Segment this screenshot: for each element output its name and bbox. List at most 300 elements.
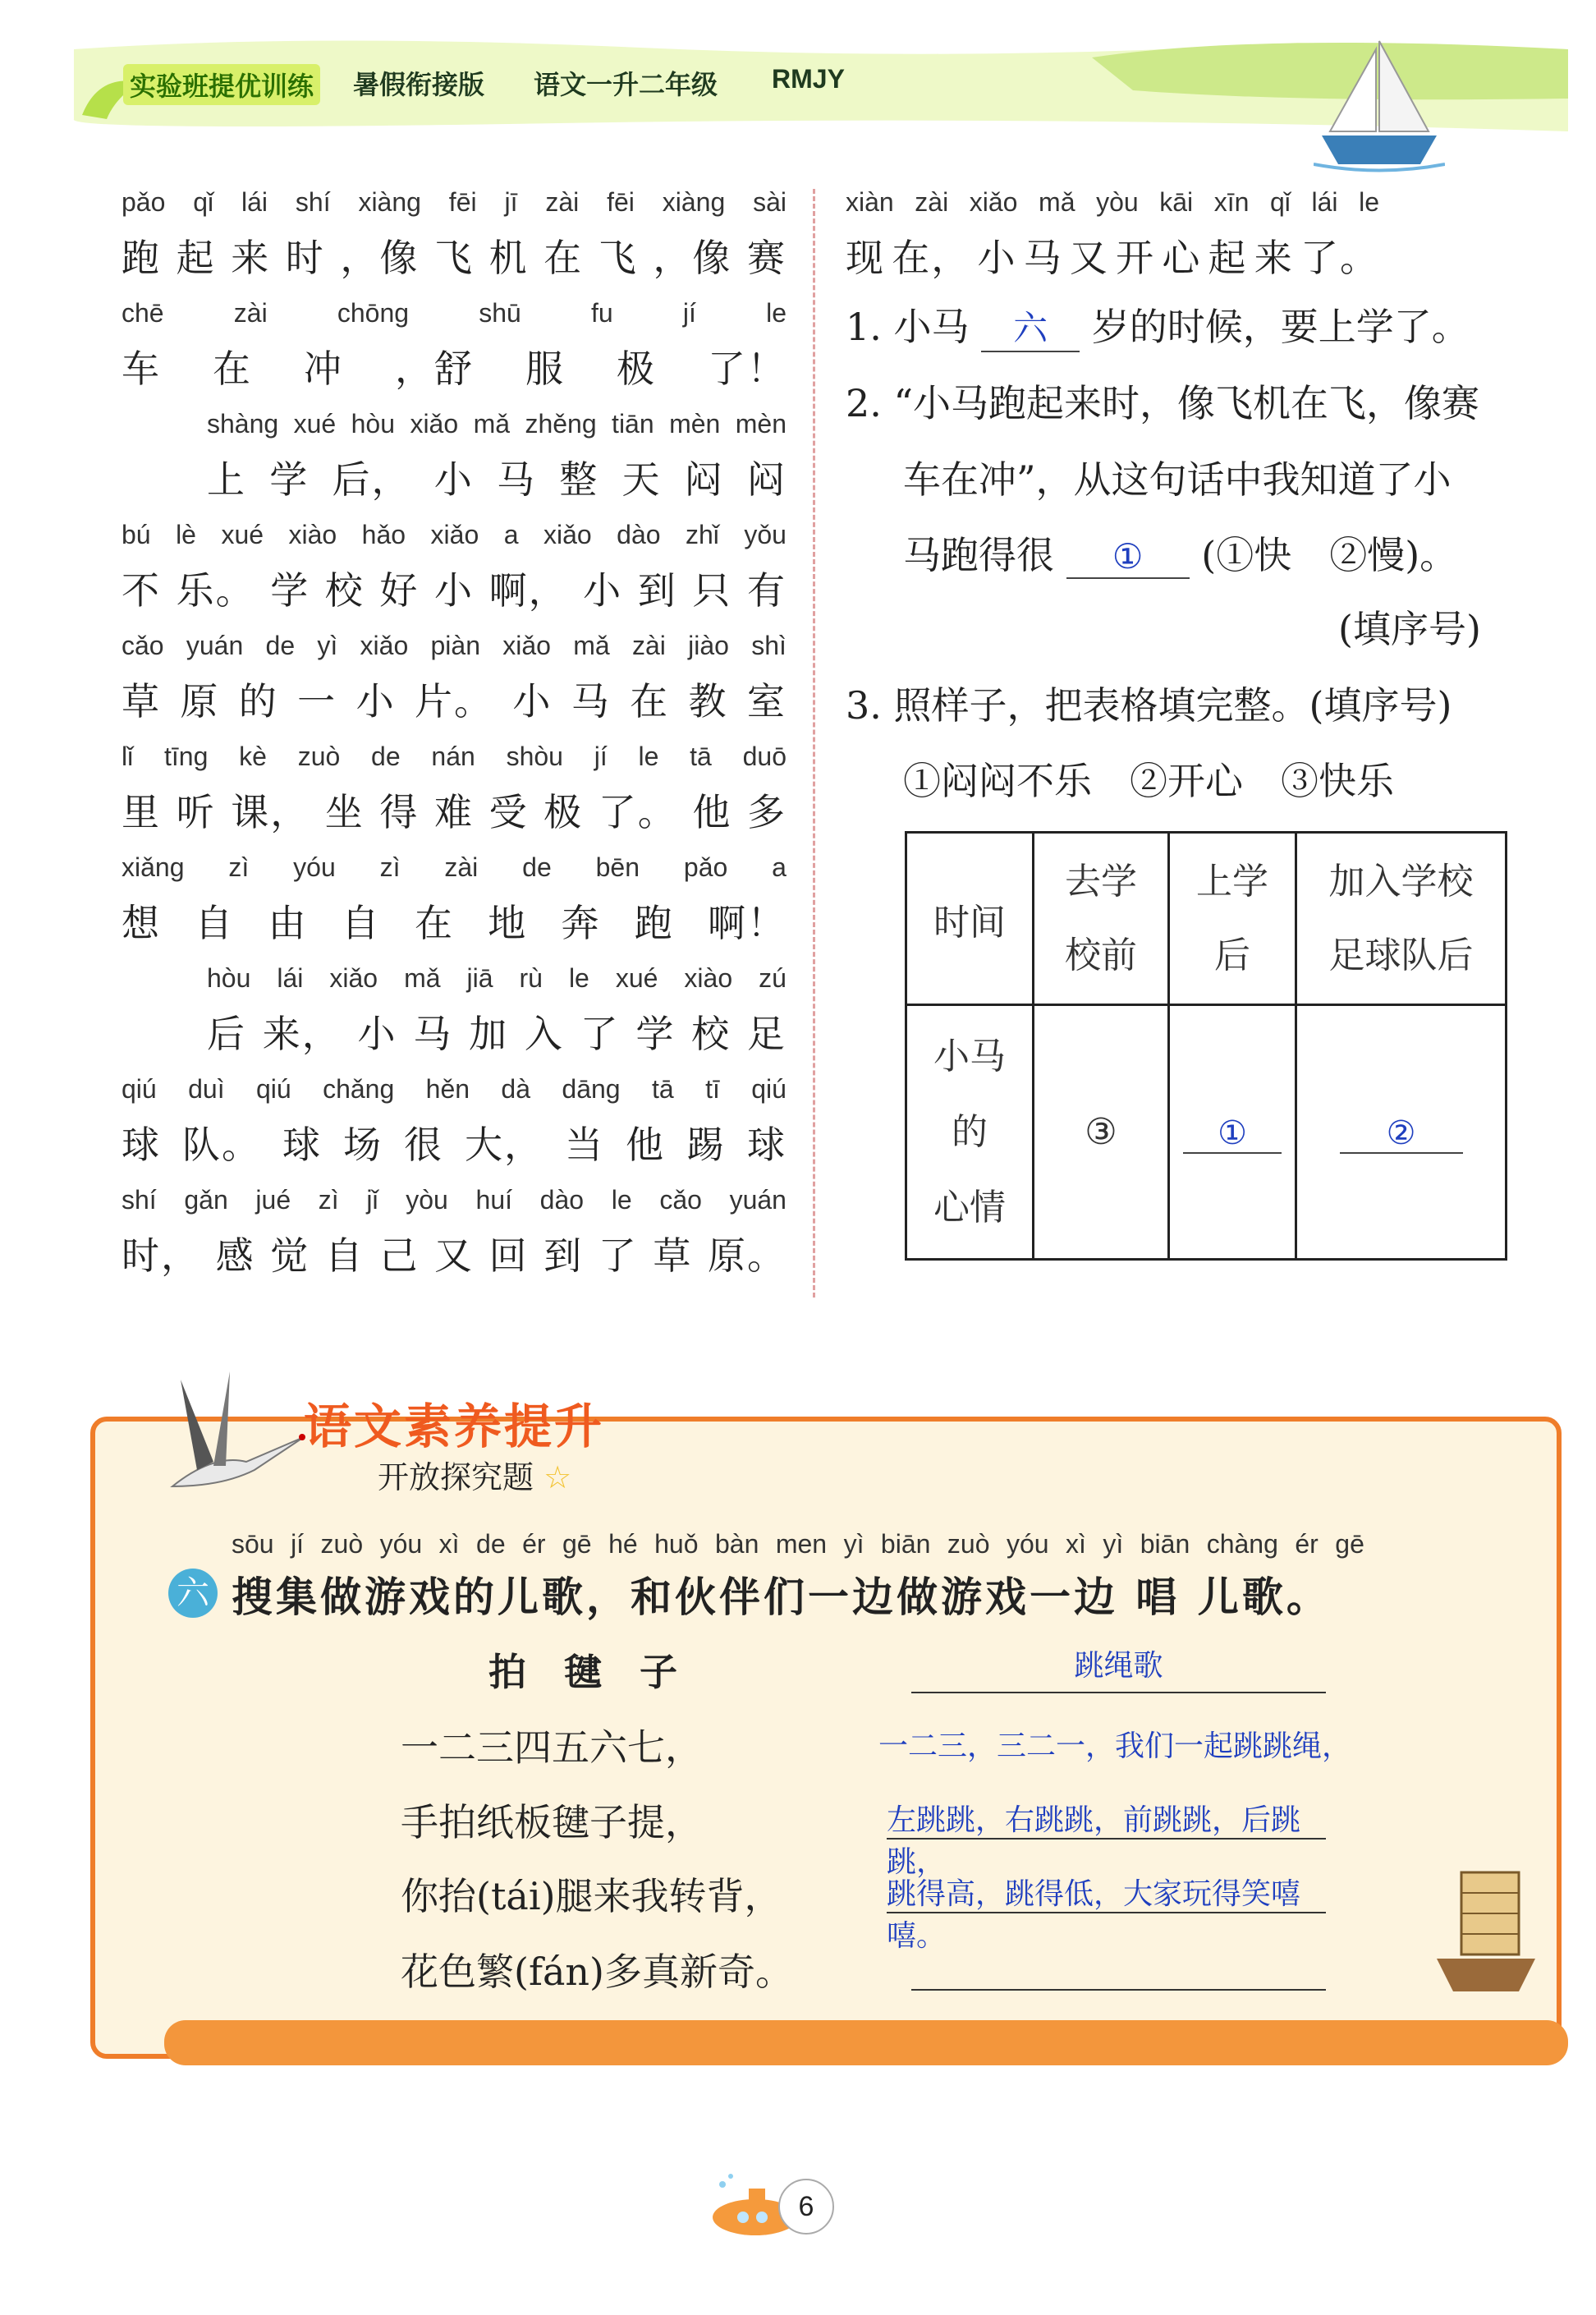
pinyin-syllable: zài <box>915 187 949 217</box>
hanzi-char: 马 <box>571 679 611 723</box>
hanzi-char: 了！ <box>708 347 787 391</box>
passage-line <box>207 409 787 502</box>
pinyin-syllable: jué <box>255 1185 291 1215</box>
pinyin-syllable: qiú <box>122 1074 157 1104</box>
pinyin-syllable: jiào <box>688 631 729 660</box>
hanzi-char: 到 <box>543 1233 584 1278</box>
hanzi-char: 有 <box>746 568 787 613</box>
pinyin-syllable: a <box>772 852 787 882</box>
hanzi-char: 飞 <box>598 236 638 280</box>
hanzi-char: 起 <box>176 236 216 280</box>
pinyin-syllable: xiǎo <box>430 520 479 549</box>
hanzi-char: 室 <box>746 679 787 723</box>
pinyin-syllable: xiàng <box>358 187 421 217</box>
pinyin-syllable: shì <box>751 631 787 660</box>
pinyin-syllable: kè <box>239 742 267 771</box>
hanzi-char: 上 <box>207 457 246 502</box>
junk-boat-icon <box>1429 1856 1543 2004</box>
pinyin-syllable: tā <box>651 1074 674 1104</box>
hanzi-char: 得 <box>379 790 420 834</box>
pinyin-syllable: hé <box>608 1529 638 1559</box>
hanzi-char: 队。 <box>182 1123 261 1167</box>
pinyin-syllable: xiǎo <box>543 520 592 549</box>
hanzi-char: 乐。 <box>176 568 255 613</box>
pinyin-syllable: xīn <box>1213 187 1250 217</box>
pinyin-syllable: le <box>1359 187 1379 217</box>
header-col-2: 上学 后 <box>1169 833 1296 1005</box>
pinyin-syllable: shàng <box>207 409 279 439</box>
hanzi-char: 后， <box>332 457 411 502</box>
page-number: 6 <box>778 2179 834 2235</box>
section-subtitle: 开放探究题 ☆ <box>378 1459 572 1495</box>
pinyin-syllable: mǎ <box>473 409 511 439</box>
hanzi-char: 跑 <box>122 236 161 280</box>
pinyin-syllable: dào <box>617 520 661 549</box>
hanzi-char: 来 <box>231 236 271 280</box>
pinyin-syllable: chǎng <box>323 1074 395 1104</box>
pinyin-syllable: le <box>638 742 659 771</box>
hanzi-char: 坐 <box>324 790 365 834</box>
hanzi-char: 跑 <box>634 901 674 945</box>
q3-number: 3. <box>846 683 882 728</box>
pinyin-row <box>122 520 787 553</box>
pinyin-syllable: qiú <box>751 1074 787 1104</box>
pinyin-syllable: xiǎo <box>410 409 459 439</box>
hanzi-char: 来 <box>1254 236 1294 280</box>
hanzi-char: 冲 <box>304 347 343 391</box>
pinyin-row <box>122 187 787 220</box>
hanzi-char: 了 <box>580 1012 620 1056</box>
pinyin-syllable: piàn <box>430 631 480 660</box>
hanzi-char: 机 <box>488 236 529 280</box>
row-label-cell: 小马 的 心情 <box>906 1005 1034 1260</box>
pinyin-syllable: yì <box>317 631 338 660</box>
hanzi-char: 了。 <box>598 790 677 834</box>
pinyin-syllable: hěn <box>425 1074 470 1104</box>
hanzi-char: 啊！ <box>708 901 787 945</box>
hanzi-char: 马 <box>497 457 536 502</box>
hanzi-char: 赛 <box>746 236 787 280</box>
hanzi-char: 在 <box>415 901 454 945</box>
hanzi-char: 受 <box>488 790 529 834</box>
q2-line-2: 车在冲”，从这句话中我知道了小 <box>903 457 1452 502</box>
hanzi-char: 时 <box>285 236 325 280</box>
hanzi-char: 觉 <box>270 1233 310 1278</box>
pinyin-syllable: huí <box>475 1185 512 1215</box>
song-line[interactable]: 左跳跳，右跳跳，前跳跳，后跳跳， <box>887 1797 1326 1840</box>
pinyin-syllable: zuò <box>297 742 341 771</box>
pinyin-syllable: fu <box>591 298 613 328</box>
hanzi-char: 好 <box>379 568 420 613</box>
pinyin-syllable: xì <box>1066 1529 1086 1559</box>
pinyin-syllable: lái <box>1311 187 1338 217</box>
pinyin-syllable: jí <box>291 1529 305 1559</box>
song-title-field[interactable]: 跳绳歌 <box>911 1642 1326 1693</box>
hanzi-char: ，像 <box>653 236 732 280</box>
star-icon: ☆ <box>543 1459 572 1495</box>
pinyin-syllable: le <box>568 963 589 993</box>
hanzi-char: 球 <box>747 1123 787 1167</box>
pinyin-syllable: hǎo <box>361 520 406 549</box>
hanzi-char: 感 <box>215 1233 255 1278</box>
hanzi-char: 难 <box>433 790 474 834</box>
hanzi-char: 小 <box>357 1012 397 1056</box>
hanzi-char: 到 <box>637 568 677 613</box>
pinyin-syllable: de <box>476 1529 506 1559</box>
hanzi-row <box>122 893 787 945</box>
pinyin-syllable: yì <box>1103 1529 1124 1559</box>
hanzi-char: ，像 <box>340 236 420 280</box>
pinyin-syllable: lè <box>176 520 196 549</box>
pinyin-syllable: yóu <box>379 1529 423 1559</box>
pinyin-syllable: zài <box>233 298 268 328</box>
hanzi-row <box>122 1226 787 1278</box>
hanzi-char: 时， <box>122 1233 200 1278</box>
hanzi-char: 课， <box>231 790 310 834</box>
header-label-cell: 时间 <box>906 833 1034 1005</box>
hanzi-char: 一 <box>297 679 337 723</box>
pinyin-syllable: jī <box>504 187 518 217</box>
poem-line: 你抬(tái)腿来我转背， <box>401 1874 782 1918</box>
header-col-1: 去学 校前 <box>1034 833 1169 1005</box>
pinyin-syllable: bēn <box>595 852 640 882</box>
hanzi-char: 自 <box>324 1233 365 1278</box>
pinyin-syllable: xiǎng <box>122 852 185 882</box>
pinyin-syllable: shí <box>295 187 331 217</box>
pinyin-syllable: men <box>775 1529 828 1559</box>
pinyin-syllable: zì <box>379 852 401 882</box>
hanzi-char: 啊， <box>488 568 568 613</box>
pinyin-syllable: dà <box>501 1074 531 1104</box>
pinyin-syllable: le <box>611 1185 632 1215</box>
pinyin-syllable: zài <box>444 852 479 882</box>
pinyin-syllable: qǐ <box>193 187 214 217</box>
pinyin-syllable: duō <box>742 742 787 771</box>
pinyin-syllable: kāi <box>1159 187 1194 217</box>
hanzi-char: 又 <box>433 1233 474 1278</box>
pinyin-syllable: jí <box>594 742 608 771</box>
mood-cell-3[interactable]: ② <box>1296 1005 1507 1260</box>
pinyin-syllable: qiú <box>255 1074 291 1104</box>
pinyin-syllable: yuán <box>186 631 244 660</box>
poem-line: 手拍纸板毽子提， <box>401 1800 703 1844</box>
passage-line <box>122 1074 787 1167</box>
pinyin-syllable: cǎo <box>122 631 164 660</box>
hanzi-char: 学 <box>269 457 310 502</box>
pinyin-syllable: gǎn <box>184 1185 228 1215</box>
pinyin-row <box>846 187 1379 220</box>
pinyin-syllable: xiàng <box>662 187 726 217</box>
hanzi-char: 他 <box>692 790 732 834</box>
hanzi-char: 草 <box>653 1233 693 1278</box>
hanzi-char: 服 <box>525 347 565 391</box>
pinyin-syllable: yì <box>843 1529 864 1559</box>
hanzi-char: 起 <box>1208 236 1248 280</box>
hanzi-row <box>846 228 1379 280</box>
q1-number: 1. <box>846 305 882 349</box>
hanzi-char: 小 <box>977 236 1017 280</box>
passage-line <box>122 298 787 391</box>
passage-line <box>207 963 787 1056</box>
pinyin-row <box>207 409 787 442</box>
mood-cell-2[interactable]: ① <box>1169 1005 1296 1260</box>
column-divider <box>813 189 815 1298</box>
pinyin-syllable: jǐ <box>366 1185 378 1215</box>
pinyin-syllable: fēi <box>607 187 635 217</box>
passage-line <box>122 1185 787 1278</box>
hanzi-char: 现 <box>846 236 885 280</box>
passage-line <box>122 742 787 834</box>
question-number-badge: 六 <box>168 1569 218 1618</box>
pinyin-syllable: lǐ <box>122 742 134 771</box>
hanzi-char: 教 <box>688 679 728 723</box>
section-title: 语文素养提升 <box>304 1399 605 1454</box>
pinyin-syllable: nán <box>431 742 475 771</box>
pinyin-syllable: xiàn <box>846 187 894 217</box>
pinyin-syllable: ér <box>1295 1529 1319 1559</box>
hanzi-char: 入 <box>524 1012 564 1056</box>
hanzi-char: 踢 <box>686 1123 726 1167</box>
q1-answer[interactable]: 六 <box>981 301 1080 352</box>
pinyin-syllable: shí <box>122 1185 157 1215</box>
hanzi-row <box>122 783 787 834</box>
hanzi-row <box>207 450 787 502</box>
poem-line: 一二三四五六七， <box>401 1725 703 1770</box>
hanzi-char: 片。 <box>414 679 493 723</box>
pinyin-syllable: de <box>371 742 401 771</box>
pinyin-row <box>122 298 787 331</box>
hanzi-row <box>122 228 787 280</box>
hanzi-char: 小 <box>433 568 474 613</box>
mood-cell-1[interactable]: ③ <box>1034 1005 1169 1260</box>
hanzi-char: 小 <box>355 679 396 723</box>
hanzi-char: 奔 <box>561 901 601 945</box>
hanzi-char: 想 <box>122 901 161 945</box>
pinyin-syllable: xué <box>293 409 337 439</box>
pinyin-syllable: shòu <box>506 742 563 771</box>
hanzi-char: 听 <box>176 790 216 834</box>
hanzi-char: 由 <box>268 901 308 945</box>
series-code: RMJY <box>772 64 845 94</box>
hanzi-char: 只 <box>692 568 732 613</box>
mood-table <box>905 831 1507 1261</box>
q2-note: (填序号) <box>1338 607 1481 651</box>
question-3 <box>846 676 1452 730</box>
header-col-3: 加入学校 足球队后 <box>1296 833 1507 1005</box>
hanzi-char: 自 <box>195 901 235 945</box>
pinyin-syllable: fēi <box>448 187 477 217</box>
hanzi-char: 在， <box>892 236 971 280</box>
task-text: 搜集做游戏的儿歌，和伙伴们一边做游戏一边 唱 儿歌。 <box>232 1573 1331 1621</box>
pinyin-syllable: bú <box>122 520 151 549</box>
pinyin-syllable: tīng <box>163 742 209 771</box>
hanzi-char: 己 <box>379 1233 420 1278</box>
pinyin-syllable: yóu <box>293 852 336 882</box>
pinyin-syllable: qǐ <box>1270 187 1291 217</box>
pinyin-syllable: zhěng <box>525 409 597 439</box>
hanzi-row <box>122 672 787 723</box>
pinyin-syllable: ér <box>522 1529 546 1559</box>
pinyin-syllable: bàn <box>714 1529 759 1559</box>
pinyin-syllable: sài <box>753 187 787 217</box>
hanzi-char: 了。 <box>1300 236 1379 280</box>
passage-line <box>122 520 787 613</box>
pinyin-syllable: mèn <box>735 409 787 439</box>
task-pinyin <box>232 1529 1364 1559</box>
hanzi-char: 小 <box>433 457 474 502</box>
hanzi-char: 天 <box>621 457 662 502</box>
question-2 <box>846 374 1479 428</box>
pinyin-syllable: tiān <box>612 409 654 439</box>
pinyin-syllable: pǎo <box>683 852 728 882</box>
hanzi-char: 马 <box>413 1012 453 1056</box>
hanzi-char: 大， <box>465 1123 543 1167</box>
hanzi-row <box>122 561 787 613</box>
question-1 <box>846 297 1470 352</box>
pinyin-syllable: le <box>766 298 787 328</box>
pinyin-syllable: xué <box>615 963 658 993</box>
hanzi-char: 原 <box>180 679 220 723</box>
pinyin-syllable: gē <box>1335 1529 1364 1559</box>
edition-label: 暑假衔接版 <box>353 69 485 100</box>
q2-answer[interactable]: ① <box>1066 536 1190 579</box>
pinyin-syllable: dào <box>539 1185 585 1215</box>
pinyin-syllable: de <box>522 852 552 882</box>
pinyin-syllable: zú <box>759 963 787 993</box>
hanzi-char: 学 <box>270 568 310 613</box>
pinyin-row <box>122 1074 787 1107</box>
hanzi-char: 整 <box>559 457 599 502</box>
pinyin-syllable: mǎ <box>404 963 441 993</box>
pinyin-syllable: lái <box>241 187 268 217</box>
crane-icon <box>148 1363 312 1511</box>
pinyin-syllable: biān <box>1140 1529 1190 1559</box>
poem-title: 拍 毽 子 <box>488 1650 677 1694</box>
pinyin-syllable: pǎo <box>122 187 166 217</box>
pinyin-syllable: a <box>503 520 519 549</box>
pinyin-syllable: yòu <box>406 1185 448 1215</box>
pinyin-syllable: biān <box>880 1529 931 1559</box>
hanzi-row <box>207 1004 787 1056</box>
pinyin-syllable: zì <box>228 852 250 882</box>
hanzi-char: 原。 <box>707 1233 787 1278</box>
hanzi-char: 在 <box>543 236 584 280</box>
pinyin-syllable: mèn <box>669 409 721 439</box>
hanzi-char: 校 <box>691 1012 732 1056</box>
hanzi-char: 不 <box>122 568 161 613</box>
passage-line <box>122 852 787 945</box>
hanzi-char: 闷 <box>684 457 724 502</box>
hanzi-char: 当 <box>565 1123 604 1167</box>
pinyin-syllable: jiā <box>466 963 493 993</box>
hanzi-char: 开 <box>1116 236 1156 280</box>
hanzi-char: 学 <box>635 1012 676 1056</box>
q2-text-pre: 马跑得很 <box>903 533 1054 577</box>
pinyin-syllable: yóu <box>1006 1529 1049 1559</box>
hanzi-char: 在 <box>213 347 252 391</box>
song-line[interactable] <box>911 1946 1326 1991</box>
pinyin-syllable: dāng <box>562 1074 621 1104</box>
pinyin-syllable: de <box>265 631 296 660</box>
pinyin-syllable: mǎ <box>573 631 610 660</box>
hanzi-char: 里 <box>122 790 161 834</box>
q2-line-3 <box>903 526 1457 580</box>
q2-options: (①快 ②慢)。 <box>1201 533 1458 577</box>
pinyin-syllable: xiǎo <box>502 631 551 660</box>
pinyin-syllable: chē <box>122 298 164 328</box>
q1-text-pre: 小马 <box>893 305 970 349</box>
pinyin-syllable: shū <box>479 298 521 328</box>
hanzi-char: 草 <box>122 679 161 723</box>
q1-text-post: 岁的时候，要上学了。 <box>1091 305 1470 349</box>
hanzi-char: 很 <box>404 1123 443 1167</box>
hanzi-char: 车 <box>122 347 161 391</box>
hanzi-char: 马 <box>1023 236 1063 280</box>
pinyin-row <box>122 631 787 664</box>
hanzi-char: 多 <box>746 790 787 834</box>
hanzi-char: 自 <box>341 901 381 945</box>
song-line[interactable]: 一二三，三二一，我们一起跳跳绳， <box>878 1729 1352 1762</box>
pinyin-syllable: jí <box>682 298 696 328</box>
hanzi-char: 在 <box>630 679 670 723</box>
hanzi-char: 极 <box>543 790 584 834</box>
hanzi-row <box>122 1115 787 1167</box>
hanzi-char: 后 <box>207 1012 246 1056</box>
pinyin-syllable: tī <box>705 1074 720 1104</box>
pinyin-syllable: rù <box>519 963 543 993</box>
pinyin-syllable: xiǎo <box>329 963 378 993</box>
pinyin-syllable: chōng <box>337 298 410 328</box>
pinyin-syllable: huǒ <box>654 1529 699 1559</box>
hanzi-char: 心 <box>1162 236 1202 280</box>
pinyin-syllable: yuán <box>729 1185 787 1215</box>
hanzi-char: 的 <box>238 679 278 723</box>
pinyin-syllable: lái <box>277 963 304 993</box>
pinyin-syllable: yòu <box>1096 187 1139 217</box>
q2-line-1: “小马跑起来时，像飞机在飞，像赛 <box>893 381 1480 425</box>
pinyin-syllable: zài <box>631 631 666 660</box>
pinyin-syllable: mǎ <box>1039 187 1075 217</box>
brand-title: 实验班提优训练 <box>123 64 320 105</box>
pinyin-syllable: yǒu <box>744 520 787 549</box>
hanzi-char: 了 <box>598 1233 638 1278</box>
pinyin-syllable: hòu <box>207 963 251 993</box>
q3-text: 照样子，把表格填完整。(填序号) <box>893 683 1452 728</box>
pinyin-syllable: xiào <box>684 963 733 993</box>
hanzi-row <box>122 339 787 391</box>
sailboat-icon <box>1314 33 1445 172</box>
hanzi-char: 足 <box>746 1012 787 1056</box>
pinyin-syllable: xiào <box>288 520 337 549</box>
hanzi-char: ，舒 <box>395 347 474 391</box>
pinyin-syllable: xiǎo <box>360 631 409 660</box>
passage-last-line <box>846 187 1379 280</box>
hanzi-char: 小 <box>583 568 623 613</box>
pinyin-row <box>122 1185 787 1218</box>
pinyin-syllable: xiǎo <box>969 187 1018 217</box>
pinyin-syllable: zài <box>545 187 580 217</box>
pinyin-row <box>122 852 787 885</box>
passage-line <box>122 187 787 280</box>
scroll-bottom-bar <box>164 2020 1568 2065</box>
poem-line: 花色繁(fán)多真新奇。 <box>401 1950 793 1994</box>
pinyin-syllable: xué <box>221 520 264 549</box>
hanzi-char: 地 <box>488 901 528 945</box>
song-line[interactable]: 跳得高，跳得低，大家玩得笑嘻嘻。 <box>887 1871 1326 1913</box>
hanzi-char: 球 <box>282 1123 322 1167</box>
hanzi-char: 场 <box>343 1123 383 1167</box>
pinyin-syllable: xì <box>438 1529 460 1559</box>
